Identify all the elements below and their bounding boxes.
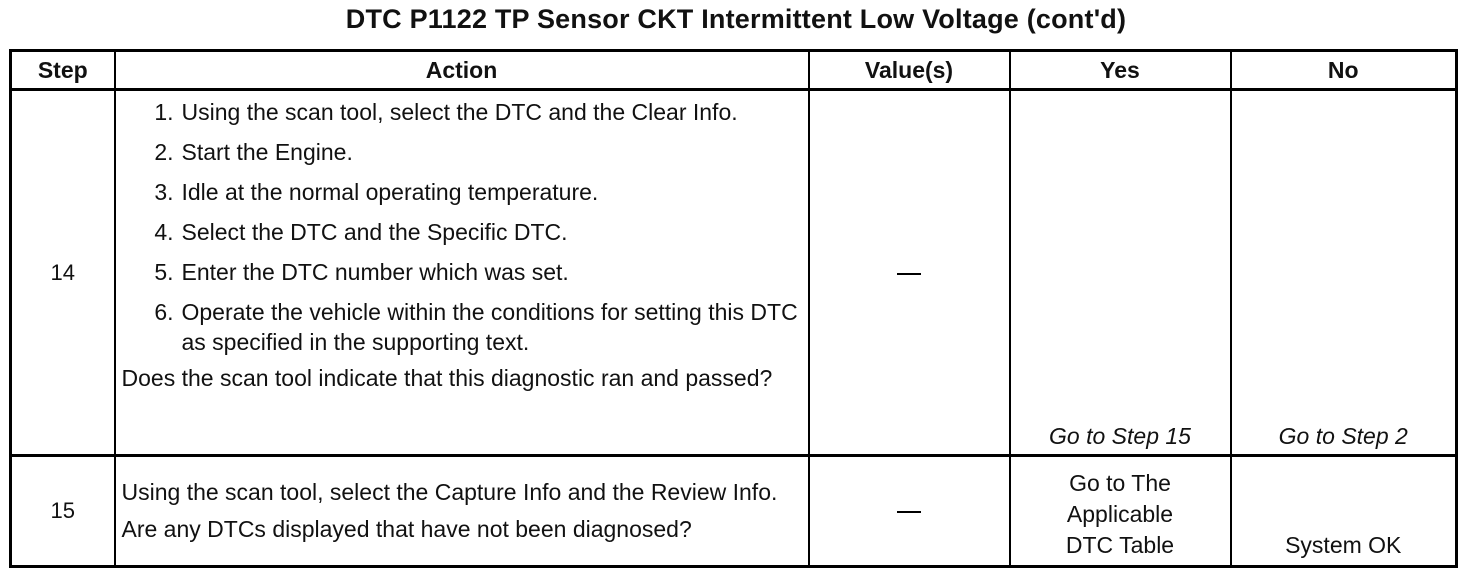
yes-cell: Go to Step 15 (1010, 90, 1231, 456)
page-title: DTC P1122 TP Sensor CKT Intermittent Low Voltage (cont'd) (345, 4, 1127, 34)
yes-cell: Go to The Applicable DTC Table (1010, 456, 1231, 567)
no-cell: System OK (1231, 456, 1457, 567)
list-item: 6. Operate the vehicle within the conditions for setting this DTC as specified in the supporting text. (154, 299, 798, 355)
value-cell (809, 90, 1010, 456)
question-text: Does the scan tool indicate that this diagnostic ran and passed? (121, 365, 773, 391)
header-values: Value(s) (809, 51, 1010, 90)
header-action: Action (115, 51, 809, 90)
header-step: Step (11, 51, 115, 90)
table-row (11, 456, 1457, 567)
dash-mark (897, 511, 921, 513)
list-item: 4. Select the DTC and the Specific DTC. (154, 219, 568, 245)
action-cell (115, 456, 809, 567)
value-cell (809, 456, 1010, 567)
action-text: Using the scan tool, select the Capture Info and the Review Info. (121, 479, 778, 505)
action-steps-list (122, 97, 800, 357)
header-yes: Yes (1010, 51, 1231, 90)
header-no: No (1231, 51, 1457, 90)
no-cell: Go to Step 2 (1231, 90, 1457, 456)
table-row (11, 90, 1457, 456)
dash-mark (897, 273, 921, 275)
header-row (11, 51, 1457, 90)
list-item: 1. Using the scan tool, select the DTC and the Clear Info. (154, 99, 738, 125)
list-item: 2. Start the Engine. (154, 139, 353, 165)
step-number: 15 (11, 456, 115, 567)
action-cell (115, 90, 809, 456)
diagnostic-table (9, 49, 1458, 568)
list-item: 5. Enter the DTC number which was set. (154, 259, 569, 285)
step-number: 14 (11, 90, 115, 456)
question-text: Are any DTCs displayed that have not been diagnosed? (121, 516, 692, 542)
list-item: 3. Idle at the normal operating temperature. (154, 179, 599, 205)
